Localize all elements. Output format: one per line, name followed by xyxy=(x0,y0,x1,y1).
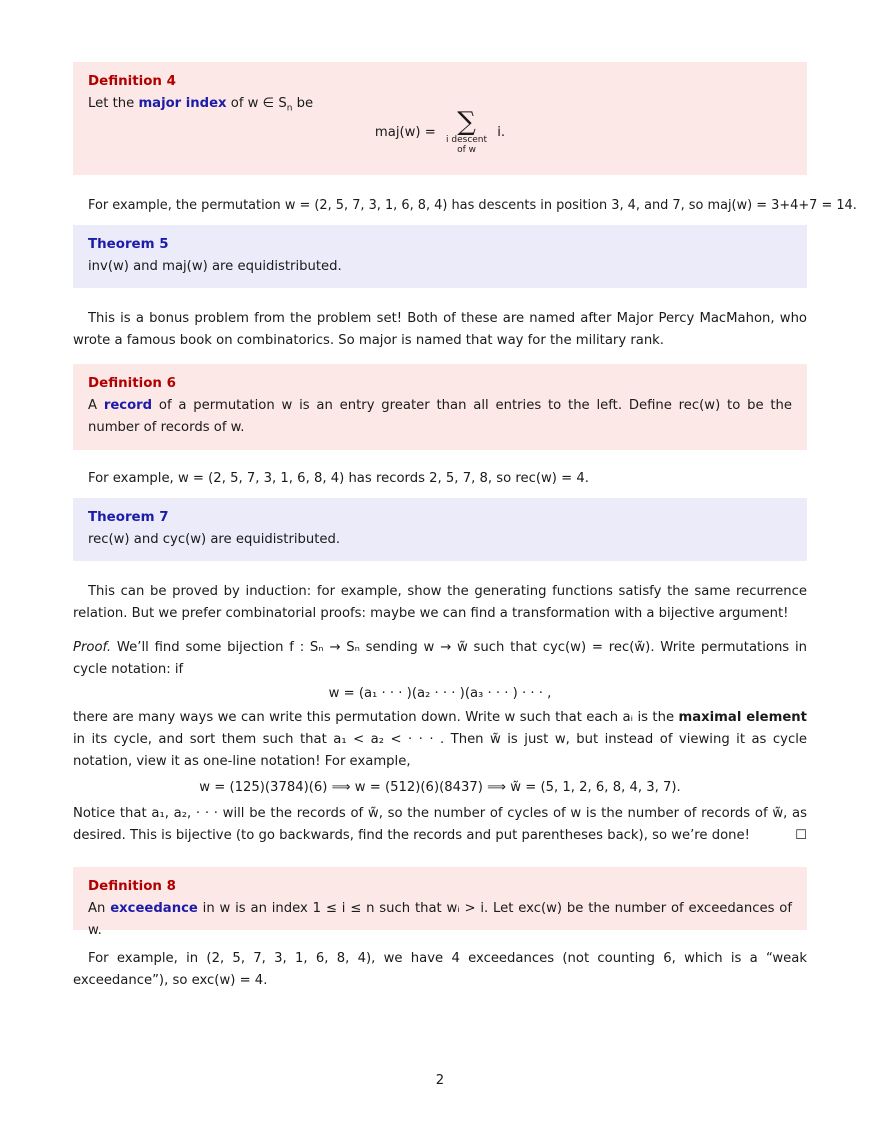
paragraph-record-example: For example, w = (2, 5, 7, 3, 1, 6, 8, 4) has records 2, 5, 7, 8, so rec(w) = 4. xyxy=(88,471,589,486)
term-exceedance: exceedance xyxy=(110,901,198,916)
term-record: record xyxy=(103,398,153,413)
term-major-index: major index xyxy=(138,96,227,111)
document-page xyxy=(73,62,857,992)
theorem-5-box xyxy=(73,225,807,288)
theorem-7-title: Theorem 7 xyxy=(88,510,169,525)
term-maximal-element: maximal element xyxy=(678,710,807,725)
cycle-notation-formula: w = (a₁ · · · )(a₂ · · · )(a₃ · · · ) · · · , xyxy=(328,686,552,701)
paragraph-exceedance-example: For example, in (2, 5, 7, 3, 1, 6, 8, 4), we have 4 exceedances (not counting 6, which is a “weak exceedance”), so exc(w) = 4. xyxy=(73,951,807,988)
definition-4-title: Definition 4 xyxy=(88,74,176,89)
theorem-7-text: rec(w) and cyc(w) are equidistributed. xyxy=(88,532,341,547)
proof-block xyxy=(73,637,807,847)
theorem-5-text: inv(w) and maj(w) are equidistributed. xyxy=(88,259,342,274)
paragraph-maj-example: For example, the permutation w = (2, 5, 7, 3, 1, 6, 8, 4) has descents in position 3, 4, and 7, so maj(w) = 3+4+7 = 14. xyxy=(88,198,857,213)
definition-8-box xyxy=(73,867,807,938)
definition-6-box xyxy=(73,364,807,450)
definition-6-title: Definition 6 xyxy=(88,376,176,391)
proof-middle: there are many ways we can write this permutation down. Write w such that each aᵢ is the maximal element in its cycle, and sort them such that a₁ < a₂ < · · · . Then w̃ is just w, but instead of viewing it as cycle notation, view it as one-line notation! For example, xyxy=(73,710,807,769)
proof-conclusion: Notice that a₁, a₂, · · · will be the records of w̃, so the number of cycles of w is the number of records of w̃, as desired. This is bijective (to go backwards, find the records and put parentheses back), so we’re done! ☐ xyxy=(73,803,807,847)
bijection-example-formula: w = (125)(3784)(6) ⟹ w = (512)(6)(8437) ⟹ w̃ = (5, 1, 2, 6, 8, 4, 3, 7). xyxy=(199,780,681,795)
definition-4-box xyxy=(73,62,807,175)
proof-intro: Proof. We’ll find some bijection f : Sₙ → Sₙ sending w → w̃ such that cyc(w) = rec(w̃). Write permutations in cycle notation: if xyxy=(73,640,807,677)
major-index-formula: maj(w) = ∑ i descent of w i. xyxy=(374,107,506,155)
theorem-5-title: Theorem 5 xyxy=(88,237,169,252)
paragraph-induction: This can be proved by induction: for example, show the generating functions satisfy the same recurrence relation. But we prefer combinatorial proofs: maybe we can find a transformation with a bijective argument! xyxy=(73,584,807,621)
qed-symbol: ☐ xyxy=(795,828,807,843)
definition-6-text: A record of a permutation w is an entry greater than all entries to the left. Define rec(w) to be the number of records of w. xyxy=(88,398,792,435)
definition-8-text: An exceedance in w is an index 1 ≤ i ≤ n such that wᵢ > i. Let exc(w) be the number of exceedances of w. xyxy=(88,901,792,938)
theorem-7-box xyxy=(73,498,807,561)
sum-operator: ∑ i descent of w xyxy=(446,107,488,155)
definition-8-title: Definition 8 xyxy=(88,879,176,894)
proof-label: Proof. xyxy=(73,640,112,655)
paragraph-macmahon: This is a bonus problem from the problem set! Both of these are named after Major Percy MacMahon, who wrote a famous book on combinatorics. So major is named that way for the military rank. xyxy=(73,311,807,348)
page-number: 2 xyxy=(435,1073,445,1088)
definition-4-text: Let the major index of w ∈ $S_n$ be xyxy=(88,96,314,114)
